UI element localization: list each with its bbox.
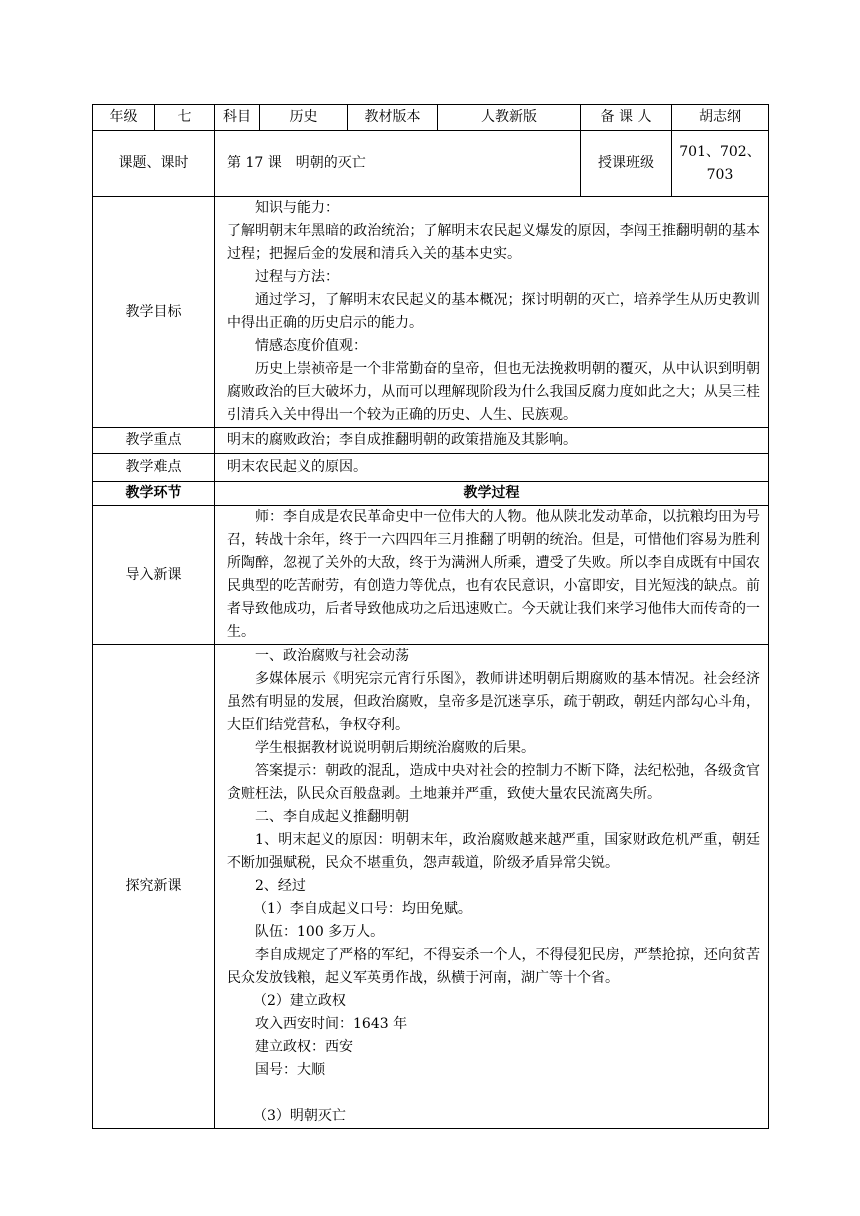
explore-line: 国号：大顺 (255, 1062, 325, 1078)
edition-value: 人教新版 (438, 105, 581, 131)
explore-line: 李自成规定了严格的军纪，不得妄杀一个人，不得侵犯民房，严禁抢掠，还向贫苦民众发放钱粮，起义军英勇作战，纵横于河南，湖广等十个省。 (227, 947, 760, 986)
intro-text: 师：李自成是农民革命史中一位伟大的人物。他从陕北发动革命，以抗粮均田为号召，转战十余年，终于一六四四年三月推翻了明朝的统治。但是，可惜他们容易为胜利所陶醉，忽视了关外的大敌，终于为满洲人所乘，遭受了失败。所以李自成既有中国农民典型的吃苦耐劳，有创造力等优点，也有农民意识，小富即安，目光短浅的缺点。前者导致他成功，后者导致他成功之后迅速败亡。今天就让我们来学习他伟大而传奇的一生。 (227, 509, 760, 640)
explore-line: 二、李自成起义推翻明朝 (255, 809, 409, 825)
blank-gap (227, 1082, 760, 1105)
key-points-row (93, 428, 769, 454)
difficulties-value: 明末农民起义的原因。 (215, 454, 769, 482)
objective-line: 通过学习，了解明末农民起义的基本概况；探讨明朝的灭亡，培养学生从历史教训中得出正确的历史启示的能力。 (227, 292, 760, 331)
process-header: 教学过程 (215, 482, 769, 506)
explore-line: 多媒体展示《明宪宗元宵行乐图》，教师讲述明朝后期腐败的基本情况。社会经济虽然有明显的发展，但政治腐败，皇帝多是沉迷享乐，疏于朝政，朝廷内部勾心斗角，大臣们结党营私，争权夺利。 (227, 671, 760, 733)
explore-line: 2、经过 (255, 878, 306, 894)
objectives-content (215, 197, 769, 428)
lesson-title: 第 17 课 明朝的灭亡 (215, 131, 581, 197)
class-value-line2: 703 (706, 166, 734, 183)
objectives-label: 教学目标 (93, 197, 215, 428)
explore-line: （1）李自成起义口号：均田免赋。 (253, 901, 472, 917)
process-header-row (93, 482, 769, 506)
edition-label: 教材版本 (348, 105, 438, 131)
objective-line: 过程与方法： (255, 269, 339, 285)
explore-line: （3）明朝灭亡 (253, 1108, 346, 1124)
class-value (672, 131, 769, 197)
explore-line: 1、明末起义的原因：明朝末年，政治腐败越来越严重，国家财政危机严重，朝廷不断加强赋税，民众不堪重负，怨声载道，阶级矛盾异常尖锐。 (227, 832, 760, 871)
lesson-label: 课题、课时 (93, 131, 215, 197)
lesson-row (93, 131, 769, 197)
lesson-plan-table (92, 104, 769, 1129)
intro-content (215, 506, 769, 645)
objectives-row (93, 197, 769, 428)
subject-label: 科目 (215, 105, 260, 131)
explore-row (93, 645, 769, 1129)
key-points-label: 教学重点 (93, 428, 215, 454)
difficulties-label: 教学难点 (93, 454, 215, 482)
explore-line: 学生根据教材说说明朝后期统治腐败的后果。 (255, 740, 535, 756)
grade-value: 七 (155, 105, 215, 131)
class-label: 授课班级 (581, 131, 672, 197)
difficulties-row (93, 454, 769, 482)
explore-content (215, 645, 769, 1129)
subject-value: 历史 (260, 105, 348, 131)
objective-line: 情感态度价值观： (255, 338, 367, 354)
teacher-value: 胡志纲 (672, 105, 769, 131)
lesson-plan-page (92, 104, 768, 1129)
objective-line: 了解明朝末年黑暗的政治统治；了解明末农民起义爆发的原因，李闯王推翻明朝的基本过程；把握后金的发展和清兵入关的基本史实。 (227, 223, 760, 262)
objective-line: 知识与能力： (255, 200, 339, 216)
explore-line: （2）建立政权 (253, 993, 346, 1009)
stage-header: 教学环节 (93, 482, 215, 506)
explore-line: 一、政治腐败与社会动荡 (255, 648, 409, 664)
explore-line: 建立政权：西安 (255, 1039, 353, 1055)
explore-label: 探究新课 (93, 645, 215, 1129)
objective-line: 历史上崇祯帝是一个非常勤奋的皇帝，但也无法挽救明朝的覆灭，从中认识到明朝腐败政治的巨大破坏力，从而可以理解现阶段为什么我国反腐力度如此之大；从吴三桂引清兵入关中得出一个较为正确的历史、人生、民族观。 (227, 361, 760, 423)
explore-line: 攻入西安时间：1643 年 (255, 1016, 408, 1032)
explore-line: 答案提示：朝政的混乱，造成中央对社会的控制力不断下降，法纪松弛，各级贪官贪赃枉法，队民众百般盘剥。土地兼并严重，致使大量农民流离失所。 (227, 763, 760, 802)
intro-row (93, 506, 769, 645)
explore-line: 队伍：100 多万人。 (255, 924, 385, 940)
teacher-label: 备 课 人 (581, 105, 672, 131)
class-value-line1: 701、702、 (679, 143, 761, 160)
grade-label: 年级 (93, 105, 155, 131)
intro-label: 导入新课 (93, 506, 215, 645)
header-row (93, 105, 769, 131)
key-points-value: 明末的腐败政治；李自成推翻明朝的政策措施及其影响。 (215, 428, 769, 454)
